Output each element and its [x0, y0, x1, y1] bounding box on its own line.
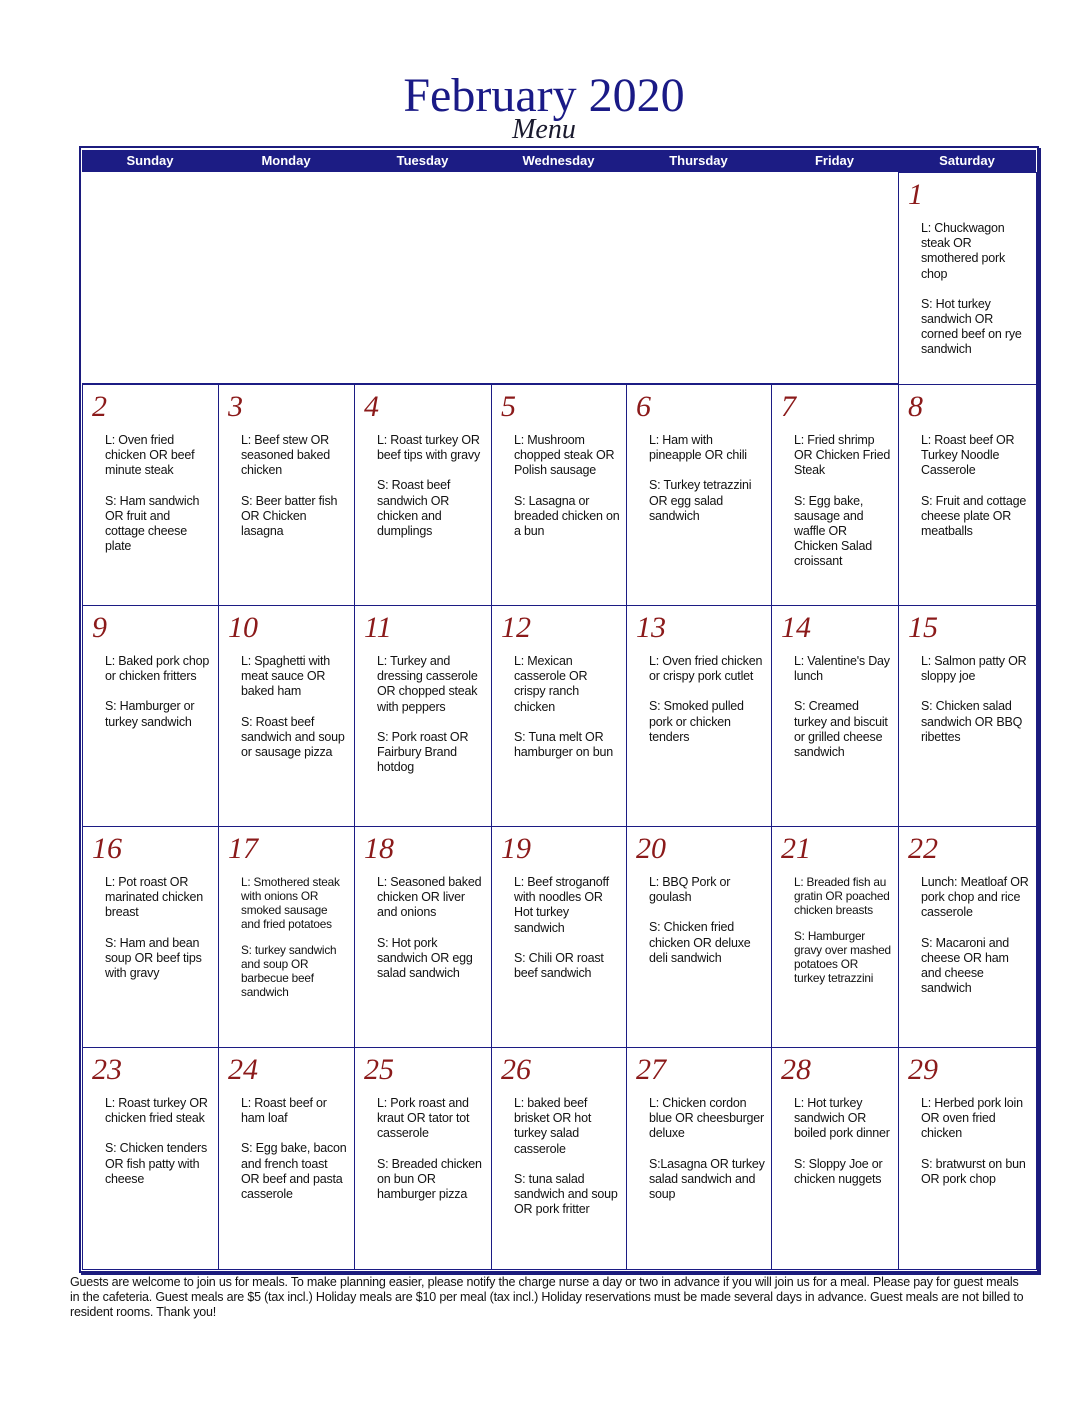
weekday-sunday: Sunday [126, 153, 174, 168]
day-cell-17 [218, 826, 355, 1048]
lunch-menu: L: Smothered steak with onions OR smoked sausage and fried potatoes [241, 875, 340, 931]
day-menu [649, 654, 765, 760]
day-cell-5 [491, 384, 627, 606]
supper-menu: S: Chicken fried chicken OR deluxe deli sandwich [649, 920, 751, 965]
lunch-menu: L: Baked pork chop or chicken fritters [105, 654, 210, 684]
day-menu [241, 433, 348, 554]
page-title: February 2020 [403, 69, 685, 122]
day-menu [241, 654, 348, 775]
supper-menu: S: Sloppy Joe or chicken nuggets [794, 1156, 883, 1186]
lunch-menu: L: Salmon patty OR sloppy joe [921, 654, 1027, 684]
day-menu [794, 654, 892, 775]
supper-menu: S: Hot turkey sandwich OR corned beef on rye sandwich [921, 296, 1022, 357]
day-number: 19 [501, 832, 531, 865]
day-menu [921, 1096, 1030, 1202]
day-number: 12 [501, 611, 531, 644]
day-menu [105, 654, 212, 745]
day-cell-1 [898, 172, 1037, 385]
day-menu [649, 875, 765, 981]
supper-menu: S: Roast beef sandwich OR chicken and dumplings [377, 478, 451, 539]
weekday-saturday: Saturday [939, 153, 995, 168]
day-cell-18 [354, 826, 492, 1048]
lunch-menu: L: Oven fried chicken OR beef minute steak [105, 433, 195, 478]
empty-week-cells [82, 172, 899, 384]
lunch-menu: L: Turkey and dressing casserole OR chopped steak with peppers [377, 654, 478, 714]
lunch-menu: L: Ham with pineapple OR chili [649, 433, 747, 463]
day-cell-4 [354, 384, 492, 606]
day-menu [377, 433, 485, 554]
supper-menu: S: Beer batter fish OR Chicken lasagna [241, 493, 338, 539]
day-cell-13 [626, 605, 772, 827]
day-cell-24 [218, 1047, 355, 1270]
day-cell-26 [491, 1047, 627, 1270]
supper-menu: S: Egg bake, bacon and french toast OR beef and pasta casserole [241, 1141, 347, 1202]
day-cell-6 [626, 384, 772, 606]
weekday-thursday: Thursday [669, 153, 728, 168]
day-number: 6 [636, 390, 651, 423]
supper-menu: S: Hot pork sandwich OR egg salad sandwich [377, 935, 473, 981]
weekday-friday: Friday [814, 153, 854, 168]
day-cell-2 [82, 384, 219, 606]
supper-menu: S: turkey sandwich and soup OR barbecue beef sandwich [241, 943, 337, 999]
lunch-menu: L: Hot turkey sandwich OR boiled pork dinner [794, 1096, 890, 1141]
day-number: 14 [781, 611, 811, 644]
day-number: 16 [92, 832, 122, 865]
day-number: 26 [501, 1053, 531, 1086]
supper-menu: S: Macaroni and cheese OR ham and cheese sandwich [921, 935, 1010, 996]
lunch-menu: L: Beef stew OR seasoned baked chicken [241, 433, 330, 478]
supper-menu: S: Creamed turkey and biscuit or grilled cheese sandwich [794, 699, 888, 760]
day-number: 20 [636, 832, 666, 865]
day-menu [105, 875, 212, 996]
supper-menu: S: Chicken salad sandwich OR BBQ ribettes [921, 699, 1023, 744]
day-menu [514, 433, 620, 554]
day-number: 4 [364, 390, 379, 423]
day-menu [921, 221, 1030, 373]
day-number: 13 [636, 611, 666, 644]
day-menu [921, 875, 1030, 1011]
weekday-monday: Monday [261, 153, 311, 168]
lunch-menu: L: Chicken cordon blue OR cheesburger deluxe [649, 1096, 765, 1141]
day-number: 18 [364, 832, 394, 865]
day-number: 21 [781, 832, 811, 865]
lunch-menu: L: Chuckwagon steak OR smothered pork chop [921, 221, 1006, 281]
day-menu [377, 1096, 485, 1217]
day-menu [377, 875, 485, 996]
supper-menu: S: Turkey tetrazzini OR egg salad sandwich [649, 478, 752, 523]
day-number: 10 [228, 611, 258, 644]
day-number: 29 [908, 1053, 938, 1086]
lunch-menu: L: Mushroom chopped steak OR Polish sausage [514, 433, 615, 478]
day-menu [921, 433, 1030, 554]
day-number: 25 [364, 1053, 394, 1086]
day-number: 1 [908, 178, 923, 211]
supper-menu: S: Fruit and cottage cheese plate OR meatballs [921, 493, 1027, 539]
supper-menu: S: Chicken tenders OR fish patty with cheese [105, 1141, 208, 1186]
day-menu [105, 433, 212, 569]
guest-meals-note: Guests are welcome to join us for meals. To make planning easier, please notify the charge nurse a day or two in advance if you will join us for a meal. Please pay for guest meals in the cafeteria. Guest meals are $5 (tax incl.) Holiday meals are $10 per meal (tax incl.) Holiday reservations must be made several days in advance. Guest meals are not billed to resident rooms. Thank you! [70, 1275, 1024, 1320]
lunch-menu: L: Spaghetti with meat sauce OR baked ham [241, 654, 331, 699]
day-cell-23 [82, 1047, 219, 1270]
supper-menu: S: Pork roast OR Fairbury Brand hotdog [377, 729, 469, 775]
lunch-menu: L: Roast beef OR Turkey Noodle Casserole [921, 433, 1015, 478]
supper-menu: S: Hamburger or turkey sandwich [105, 699, 195, 729]
supper-menu: S: Lasagna or breaded chicken on a bun [514, 493, 620, 539]
day-cell-15 [898, 605, 1037, 827]
lunch-menu: L: Beef stroganoff with noodles OR Hot turkey sandwich [514, 875, 609, 935]
day-cell-25 [354, 1047, 492, 1270]
supper-menu: S: Smoked pulled pork or chicken tenders [649, 699, 744, 744]
day-number: 22 [908, 832, 938, 865]
day-number: 3 [228, 390, 243, 423]
day-number: 24 [228, 1053, 258, 1086]
lunch-menu: L: BBQ Pork or goulash [649, 875, 731, 905]
day-number: 5 [501, 390, 516, 423]
day-menu [514, 1096, 620, 1232]
day-number: 27 [636, 1053, 666, 1086]
day-number: 8 [908, 390, 923, 423]
day-cell-14 [771, 605, 899, 827]
lunch-menu: L: Pork roast and kraut OR tator tot casserole [377, 1096, 470, 1141]
day-cell-8 [898, 384, 1037, 606]
day-number: 17 [228, 832, 258, 865]
lunch-menu: Lunch: Meatloaf OR pork chop and rice casserole [921, 875, 1029, 920]
lunch-menu: L: Seasoned baked chicken OR liver and onions [377, 875, 482, 920]
day-menu [794, 875, 892, 997]
day-menu [649, 1096, 765, 1217]
day-cell-29 [898, 1047, 1037, 1270]
lunch-menu: L: Mexican casserole OR crispy ranch chicken [514, 654, 588, 714]
day-menu [921, 654, 1030, 760]
day-menu [794, 1096, 892, 1202]
day-menu [649, 433, 765, 539]
lunch-menu: L: baked beef brisket OR hot turkey salad casserole [514, 1096, 592, 1156]
supper-menu: S: Roast beef sandwich and soup or sausage pizza [241, 714, 345, 760]
lunch-menu: L: Oven fried chicken or crispy pork cutlet [649, 654, 763, 684]
lunch-menu: L: Roast beef or ham loaf [241, 1096, 327, 1126]
weekday-tuesday: Tuesday [396, 153, 449, 168]
supper-menu: S:Lasagna OR turkey salad sandwich and soup [649, 1156, 765, 1202]
lunch-menu: L: Breaded fish au gratin OR poached chicken breasts [794, 875, 890, 917]
day-menu [514, 654, 620, 775]
day-cell-28 [771, 1047, 899, 1270]
lunch-menu: L: Pot roast OR marinated chicken breast [105, 875, 204, 920]
day-menu [377, 654, 485, 790]
supper-menu: S: Breaded chicken on bun OR hamburger pizza [377, 1156, 482, 1202]
day-cell-12 [491, 605, 627, 827]
day-cell-7 [771, 384, 899, 606]
day-cell-22 [898, 826, 1037, 1048]
supper-menu: S: Egg bake, sausage and waffle OR Chicken Salad croissant [794, 493, 873, 569]
day-cell-3 [218, 384, 355, 606]
day-cell-27 [626, 1047, 772, 1270]
supper-menu: S: Tuna melt OR hamburger on bun [514, 729, 613, 760]
supper-menu: S: Chili OR roast beef sandwich [514, 950, 604, 981]
supper-menu: S: Ham sandwich OR fruit and cottage cheese plate [105, 493, 200, 554]
supper-menu: S: tuna salad sandwich and soup OR pork fritter [514, 1171, 618, 1217]
day-cell-9 [82, 605, 219, 827]
day-number: 11 [364, 611, 392, 644]
supper-menu: S: Hamburger gravy over mashed potatoes OR turkey tetrazzini [794, 929, 891, 985]
day-cell-10 [218, 605, 355, 827]
lunch-menu: L: Herbed pork loin OR oven fried chicken [921, 1096, 1023, 1141]
day-number: 9 [92, 611, 107, 644]
day-cell-11 [354, 605, 492, 827]
lunch-menu: L: Valentine's Day lunch [794, 654, 890, 684]
weekday-header [82, 150, 1036, 172]
day-number: 28 [781, 1053, 811, 1086]
day-number: 15 [908, 611, 938, 644]
lunch-menu: L: Roast turkey OR chicken fried steak [105, 1096, 208, 1126]
day-number: 7 [781, 390, 796, 423]
day-menu [105, 1096, 212, 1202]
day-cell-21 [771, 826, 899, 1048]
supper-menu: S: Ham and bean soup OR beef tips with gravy [105, 935, 202, 981]
day-cell-19 [491, 826, 627, 1048]
supper-menu: S: bratwurst on bun OR pork chop [921, 1156, 1026, 1186]
day-cell-20 [626, 826, 772, 1048]
lunch-menu: L: Roast turkey OR beef tips with gravy [377, 433, 480, 463]
page-subtitle: Menu [512, 114, 576, 145]
weekday-wednesday: Wednesday [522, 153, 595, 168]
day-menu [241, 1096, 348, 1217]
day-number: 2 [92, 390, 107, 423]
day-number: 23 [92, 1053, 122, 1086]
day-cell-16 [82, 826, 219, 1048]
lunch-menu: L: Fried shrimp OR Chicken Fried Steak [794, 433, 891, 478]
day-menu [794, 433, 892, 585]
day-menu [514, 875, 620, 996]
day-menu [241, 875, 348, 1011]
